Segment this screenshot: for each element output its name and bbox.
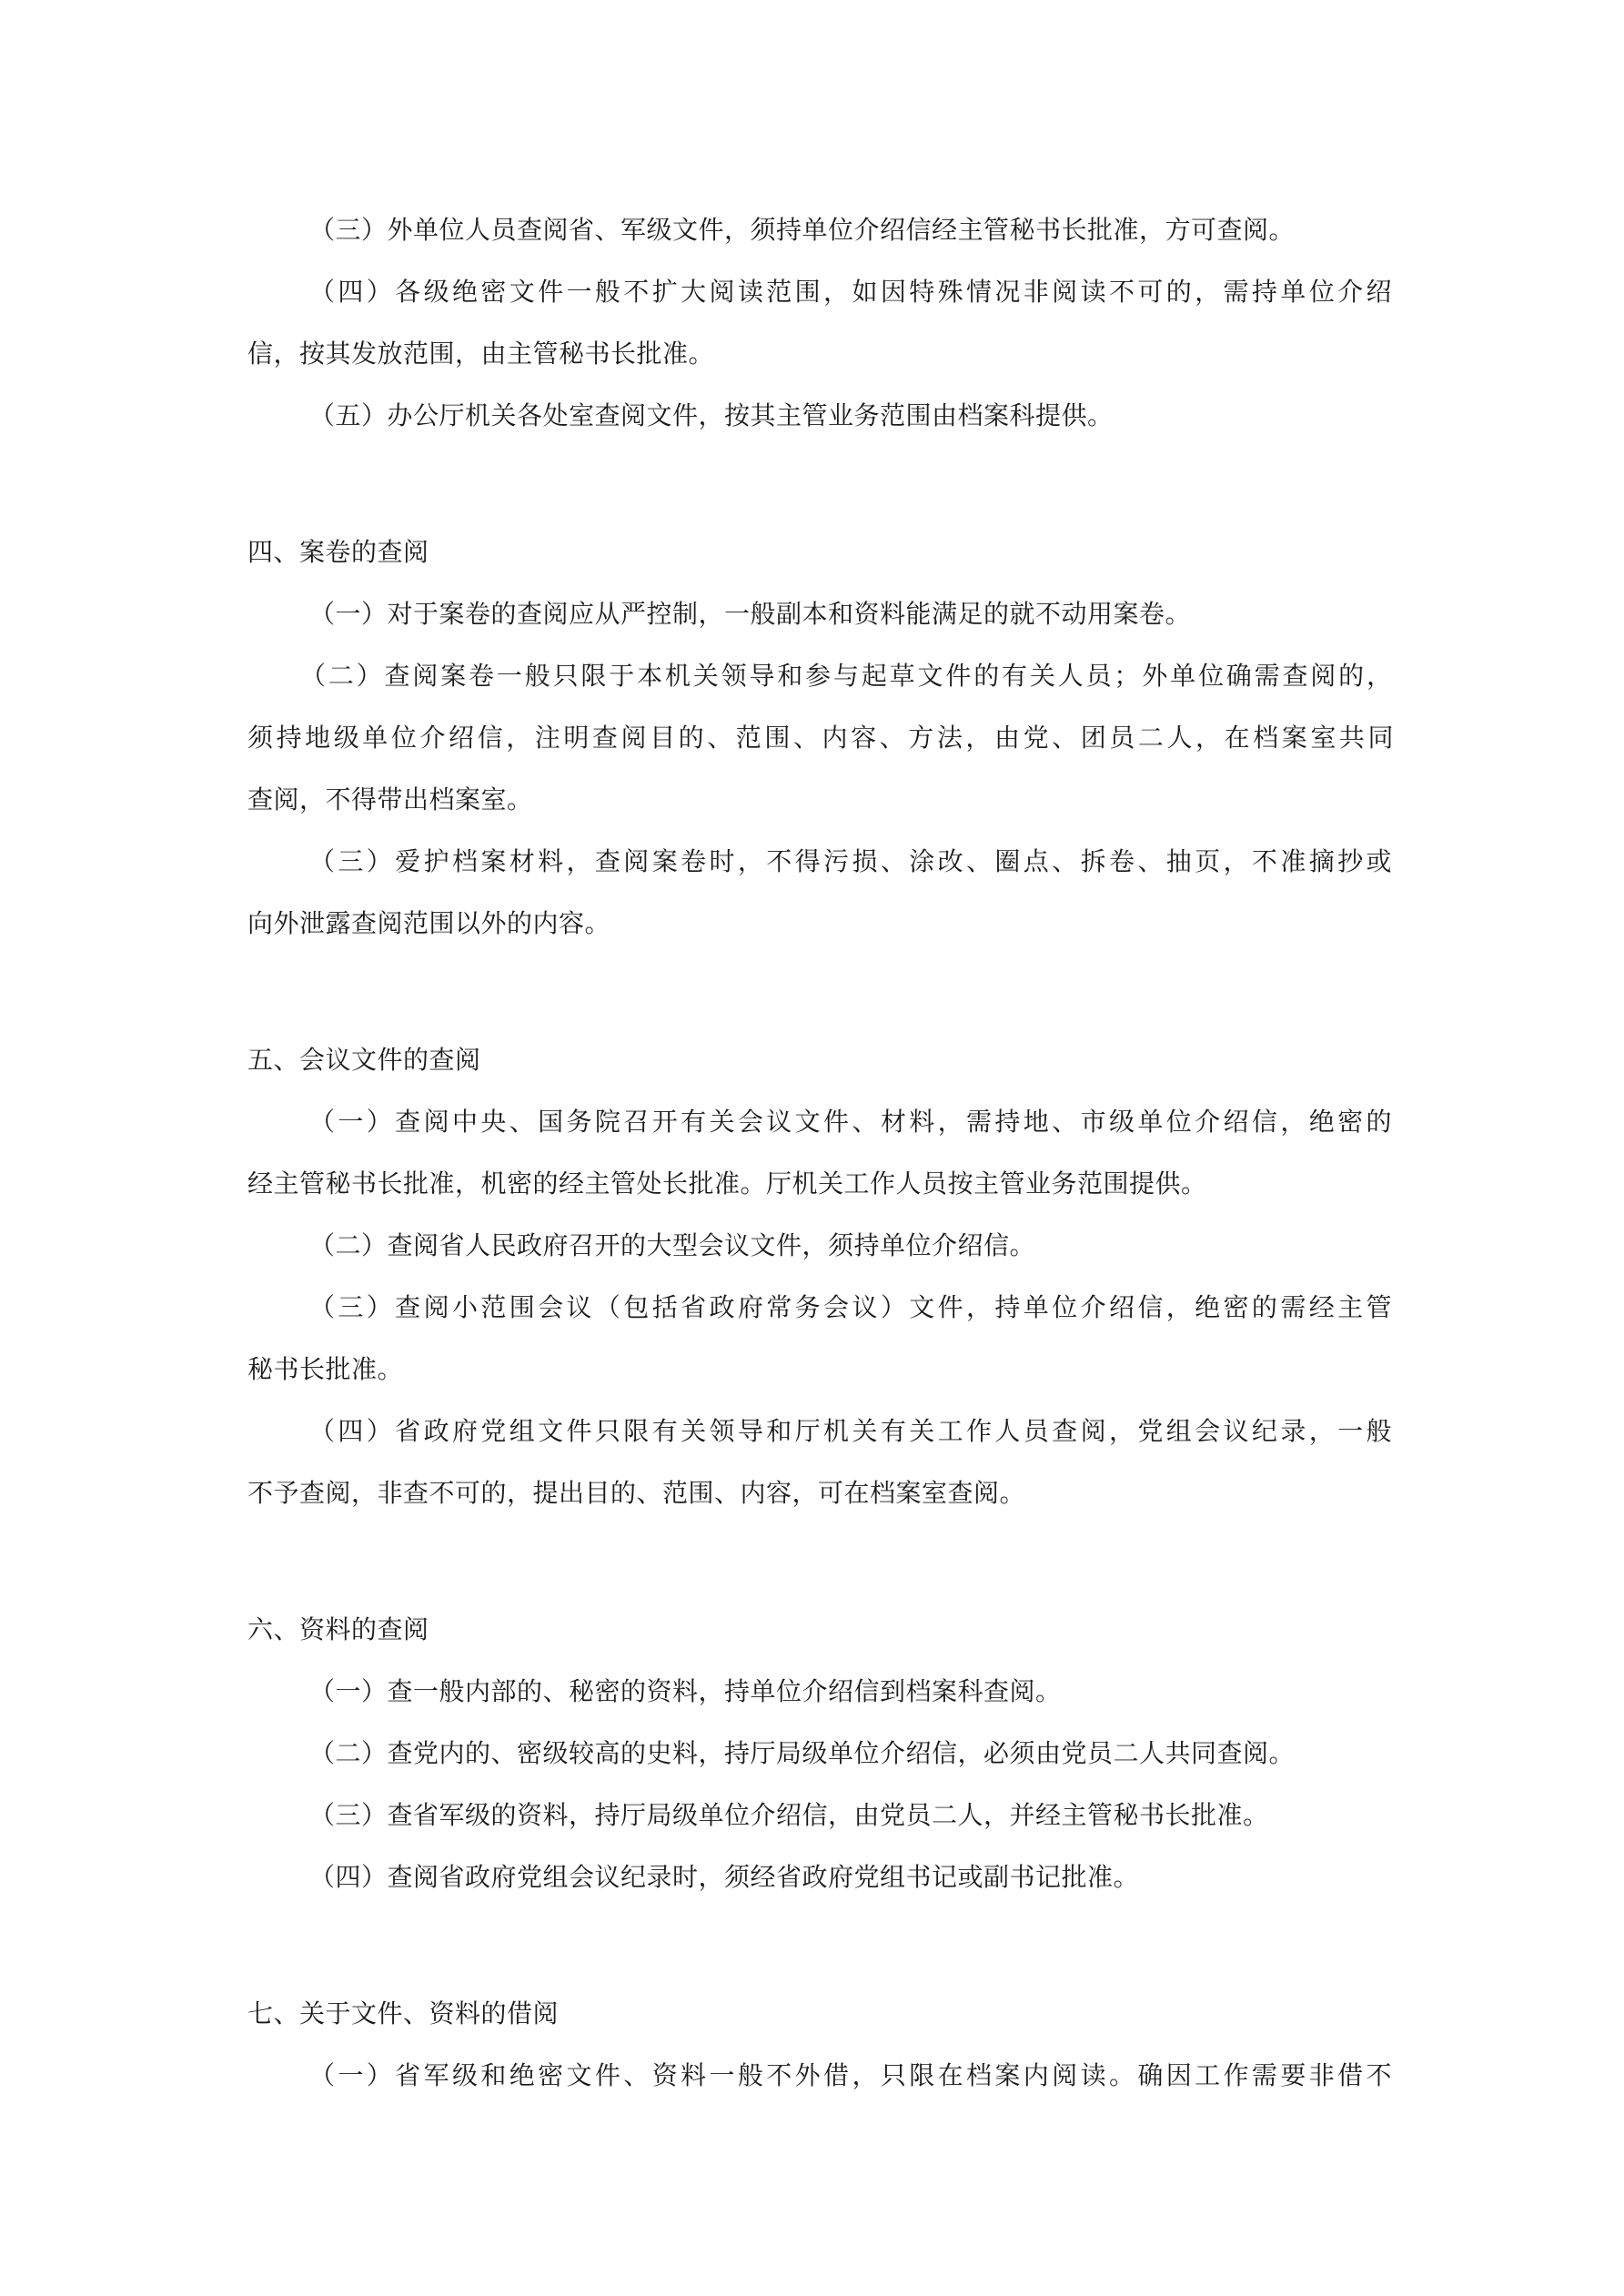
section6-heading: 六、资料的查阅 (247, 1614, 429, 1644)
section3-item4-line2: 信，按其发放范围，由主管秘书长批准。 (247, 339, 715, 369)
section5-heading: 五、会议文件的查阅 (247, 1045, 481, 1075)
section3-item5: （五）办公厅机关各处室查阅文件，按其主管业务范围由档案科提供。 (309, 400, 1114, 430)
section5-item2: （二）查阅省人民政府召开的大型会议文件，须持单位介绍信。 (309, 1230, 1036, 1260)
section4-item2-line2: 须持地级单位介绍信，注明查阅目的、范围、内容、方法，由党、团员二人，在档案室共同 (247, 723, 1394, 753)
section6-item1: （一）查一般内部的、秘密的资料，持单位介绍信到档案科查阅。 (309, 1676, 1062, 1706)
section4-item3-line2: 向外泄露查阅范围以外的内容。 (247, 908, 611, 938)
section5-item1-line1: （一）查阅中央、国务院召开有关会议文件、材料，需持地、市级单位介绍信，绝密的 (309, 1107, 1392, 1137)
section6-item3: （三）查省军级的资料，持厅局级单位介绍信，由党员二人，并经主管秘书长批准。 (309, 1800, 1269, 1830)
section4-item2-line1: （二）查阅案卷一般只限于本机关领导和参与起草文件的有关人员；外单位确需查阅的， (300, 661, 1392, 691)
section5-item4-line2: 不予查阅，非查不可的，提出目的、范围、内容，可在档案室查阅。 (247, 1478, 1026, 1508)
section6-item4: （四）查阅省政府党组会议纪录时，须经省政府党组书记或副书记批准。 (309, 1862, 1140, 1892)
section7-item1-line1: （一）省军级和绝密文件、资料一般不外借，只限在档案内阅读。确因工作需要非借不 (309, 2060, 1392, 2090)
section7-heading: 七、关于文件、资料的借阅 (247, 1998, 560, 2028)
section5-item1-line2: 经主管秘书长批准，机密的经主管处长批准。厅机关工作人员按主管业务范围提供。 (247, 1168, 1207, 1199)
section4-item3-line1: （三）爱护档案材料，查阅案卷时，不得污损、涂改、圈点、拆卷、抽页，不准摘抄或 (309, 846, 1392, 876)
section4-item1: （一）对于案卷的查阅应从严控制，一般副本和资料能满足的就不动用案卷。 (309, 599, 1192, 629)
section3-item3: （三）外单位人员查阅省、军级文件，须持单位介绍信经主管秘书长批准，方可查阅。 (309, 215, 1296, 245)
section4-heading: 四、案卷的查阅 (247, 537, 429, 567)
section5-item3-line1: （三）查阅小范围会议（包括省政府常务会议）文件，持单位介绍信，绝密的需经主管 (309, 1292, 1392, 1322)
section6-item2: （二）查党内的、密级较高的史料，持厅局级单位介绍信，必须由党员二人共同查阅。 (309, 1738, 1296, 1768)
section5-item3-line2: 秘书长批准。 (247, 1354, 404, 1384)
section5-item4-line1: （四）省政府党组文件只限有关领导和厅机关有关工作人员查阅，党组会议纪录，一般 (309, 1416, 1392, 1446)
section3-item4-line1: （四）各级绝密文件一般不扩大阅读范围，如因特殊情况非阅读不可的，需持单位介绍 (309, 277, 1392, 307)
section4-item2-line3: 查阅，不得带出档案室。 (247, 784, 533, 814)
